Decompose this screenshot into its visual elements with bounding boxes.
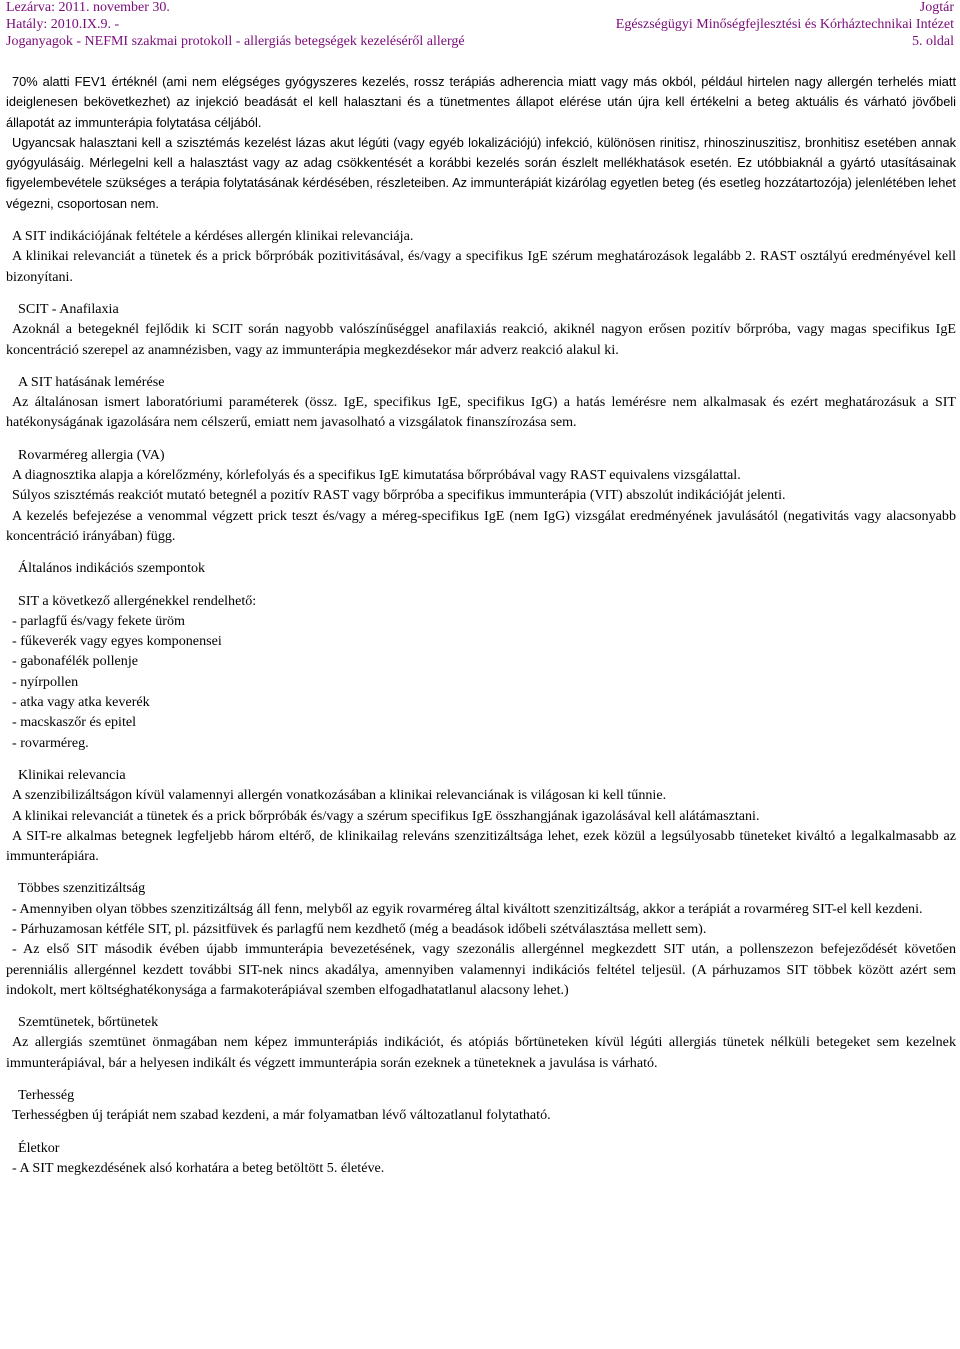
general-indications-heading: Általános indikációs szempontok	[18, 560, 206, 577]
age-heading: Életkor	[18, 1139, 60, 1156]
anaphylaxis-paragraph: Azoknál a betegeknél fejlődik ki SCIT során nagyobb valószínűséggel anafilaxiás reakció, akiknél nagyon erősen pozitív bőrpróba, vagy magas specifikus IgE koncentráció szerepel az anamnézisben, vagy az immunterápia megkezdésekor már adverz reakció alakul ki.	[6, 321, 956, 358]
list-item: - rovarméreg.	[12, 734, 89, 751]
intro-section	[6, 72, 956, 214]
list-item: - fűkeverék vagy egyes komponensei	[12, 633, 222, 650]
clinical-relevance-heading: Klinikai relevancia	[18, 766, 126, 783]
document-body	[6, 72, 956, 1178]
allergen-list	[6, 611, 956, 753]
effective-date: Hatály: 2010.IX.9. -	[6, 17, 120, 32]
page-header	[0, 0, 960, 52]
multiple-paragraph-2: - Párhuzamosan kétféle SIT, pl. pázsitfüvek és parlagfű nem kezdhető (még a beadások időbeli szétválasztása mellett sem).	[12, 920, 707, 937]
allergens-heading: SIT a következő allergénekkel rendelhető:	[18, 592, 257, 609]
intro-paragraph-1: 70% alatti FEV1 értéknél (ami nem elégséges gyógyszeres kezelés, rossz terápiás adherencia miatt vagy más okból, például hirtelen nagy allergén terhelés miatt ideiglenesen bekövetkezhet) az injekció beadását el kell halasztani és a tünetmentes állapot elérése után újra kell értékelni a beteg aktuális és várható jövőbeli állapotát az immunterápia folytatása céljából.	[6, 74, 956, 130]
pregnancy-heading: Terhesség	[18, 1087, 75, 1104]
clinical-paragraph-3: A SIT-re alkalmas betegnek legfeljebb három eltérő, de klinikailag releváns szenzitizáltsága lehet, ezek közül a legsúlyosabb tüneteket kiváltó a legalkalmasabb az immunterápiára.	[6, 827, 956, 865]
publisher-name: Jogtár	[919, 0, 954, 15]
effect-heading: A SIT hatásának lemérése	[18, 373, 165, 390]
closing-date: Lezárva: 2011. november 30.	[6, 0, 170, 15]
multiple-paragraph-3: - Az első SIT második évében újabb immunterápia bevezetésének, vagy szezonális allergénnel megkezdett SIT után, a pollenszezon befejeződését követően perenniális allergénnel kezdett további SIT-nek nincs akadálya, amennyiben valamennyi indikációs feltétel teljesül. (A párhuzamos SIT többek között azért sem indokolt, mert költséghatékonysága a farmakoterápiával szemben elfogadhatatlanul alacsony lehet.)	[6, 941, 956, 998]
indication-paragraph-2: A klinikai relevanciát a tünetek és a prick bőrpróbák pozitivitásával, és/vagy a specifikus IgE szérum meghatározások legalább 2. RAST osztályú eredményével kell bizonyítani.	[6, 248, 956, 285]
venom-paragraph-3: A kezelés befejezése a venommal végzett prick teszt és/vagy a méreg-specifikus IgE (nem IgG) vizsgálat eredményének javulásától (negativitás vagy alacsonyabb koncentráció irányában) függ.	[6, 507, 956, 544]
eye-skin-symptoms-heading: Szemtünetek, bőrtünetek	[18, 1014, 159, 1031]
venom-paragraph-2: Súlyos szisztémás reakciót mutató betegnél a pozitív RAST vagy bőrpróba a specifikus immunterápia (VIT) abszolút indikációját jelenti.	[12, 487, 786, 504]
pregnancy-paragraph: Terhességben új terápiát nem szabad kezdeni, a már folyamatban lévő változatlanul folytatható.	[12, 1107, 551, 1124]
list-item: - parlagfű és/vagy fekete üröm	[12, 612, 185, 629]
anaphylaxis-heading: SCIT - Anafilaxia	[18, 300, 119, 317]
venom-paragraph-1: A diagnosztika alapja a kórelőzmény, kórlefolyás és a specifikus IgE kimutatása bőrpróbával vagy RAST equivalens vizsgálattal.	[12, 467, 741, 484]
eye-skin-paragraph: Az allergiás szemtünet önmagában nem képez immunterápiás indikációt, és atópiás bőrtüneteken kívül légúti allergiás tünetek nélküli betegeket sem kezelnek immunterápiával, bár a helyesen indikált és végzett immunterápia során ezeknek a tüneteknek a javulása is várható.	[6, 1034, 956, 1071]
page-number: 5. oldal	[912, 34, 954, 49]
list-item: - atka vagy atka keverék	[12, 694, 150, 711]
document-title: Joganyagok - NEFMI szakmai protokoll - allergiás betegségek kezeléséről allergé	[6, 34, 465, 49]
list-item: - nyírpollen	[12, 673, 79, 690]
multiple-paragraph-1: - Amennyiben olyan többes szenzitizáltság áll fenn, melyből az egyik rovarméreg által kiváltott szenzitizáltság, akkor a terápiát a rovarméreg SIT-el kell kezdeni.	[12, 900, 923, 917]
institute-name: Egészségügyi Minőségfejlesztési és Kórháztechnikai Intézet	[615, 17, 954, 32]
indication-paragraph-1: A SIT indikációjának feltétele a kérdéses allergén klinikai relevanciája.	[12, 228, 414, 245]
venom-allergy-heading: Rovarméreg allergia (VA)	[18, 446, 165, 463]
age-paragraph: - A SIT megkezdésének alsó korhatára a beteg betöltött 5. életéve.	[12, 1159, 385, 1176]
intro-paragraph-2: Ugyancsak halasztani kell a szisztémás kezelést lázas akut légúti (vagy egyéb lokalizációjú) infekció, különösen rinitisz, rhinoszinuszitisz, bronhitisz esetében annak gyógyulásáig. Mérlegelni kell a halasztást vagy az adag csökkentését a korábbi kezelés során észlelt mellékhatások esetén. Ez utóbbiaknál a gyártó utasításainak figyelembevétele szükséges a terápia folytatásának kérdésében, részleteiben. Az immunterápiát kizárólag egyetlen beteg (és esetleg hozzátartozója) jelenlétében lehet végezni, csoportosan nem.	[6, 134, 956, 211]
multiple-sensitization-heading: Többes szenzitizáltság	[18, 880, 146, 897]
list-item: - gabonafélék pollenje	[12, 653, 139, 670]
effect-paragraph: Az általánosan ismert laboratóriumi paraméterek (össz. IgE, specifikus IgE, specifikus IgG) a hatás lemérésre nem alkalmasak és ezért meghatározásuk a SIT hatékonyságának igazolására nem célszerű, emiatt nem javasolható a vizsgálatok finanszírozása sem.	[6, 394, 956, 431]
clinical-paragraph-2: A klinikai relevanciát a tünetek és a prick bőrpróbák és/vagy a szérum specifikus IgE összhangjának igazolásával kell alátámasztani.	[12, 807, 760, 824]
clinical-paragraph-1: A szenzibilizáltságon kívül valamennyi allergén vonatkozásában a klinikai relevanciának is világosan ki kell tűnnie.	[12, 787, 667, 804]
list-item: - macskaszőr és epitel	[12, 714, 137, 731]
